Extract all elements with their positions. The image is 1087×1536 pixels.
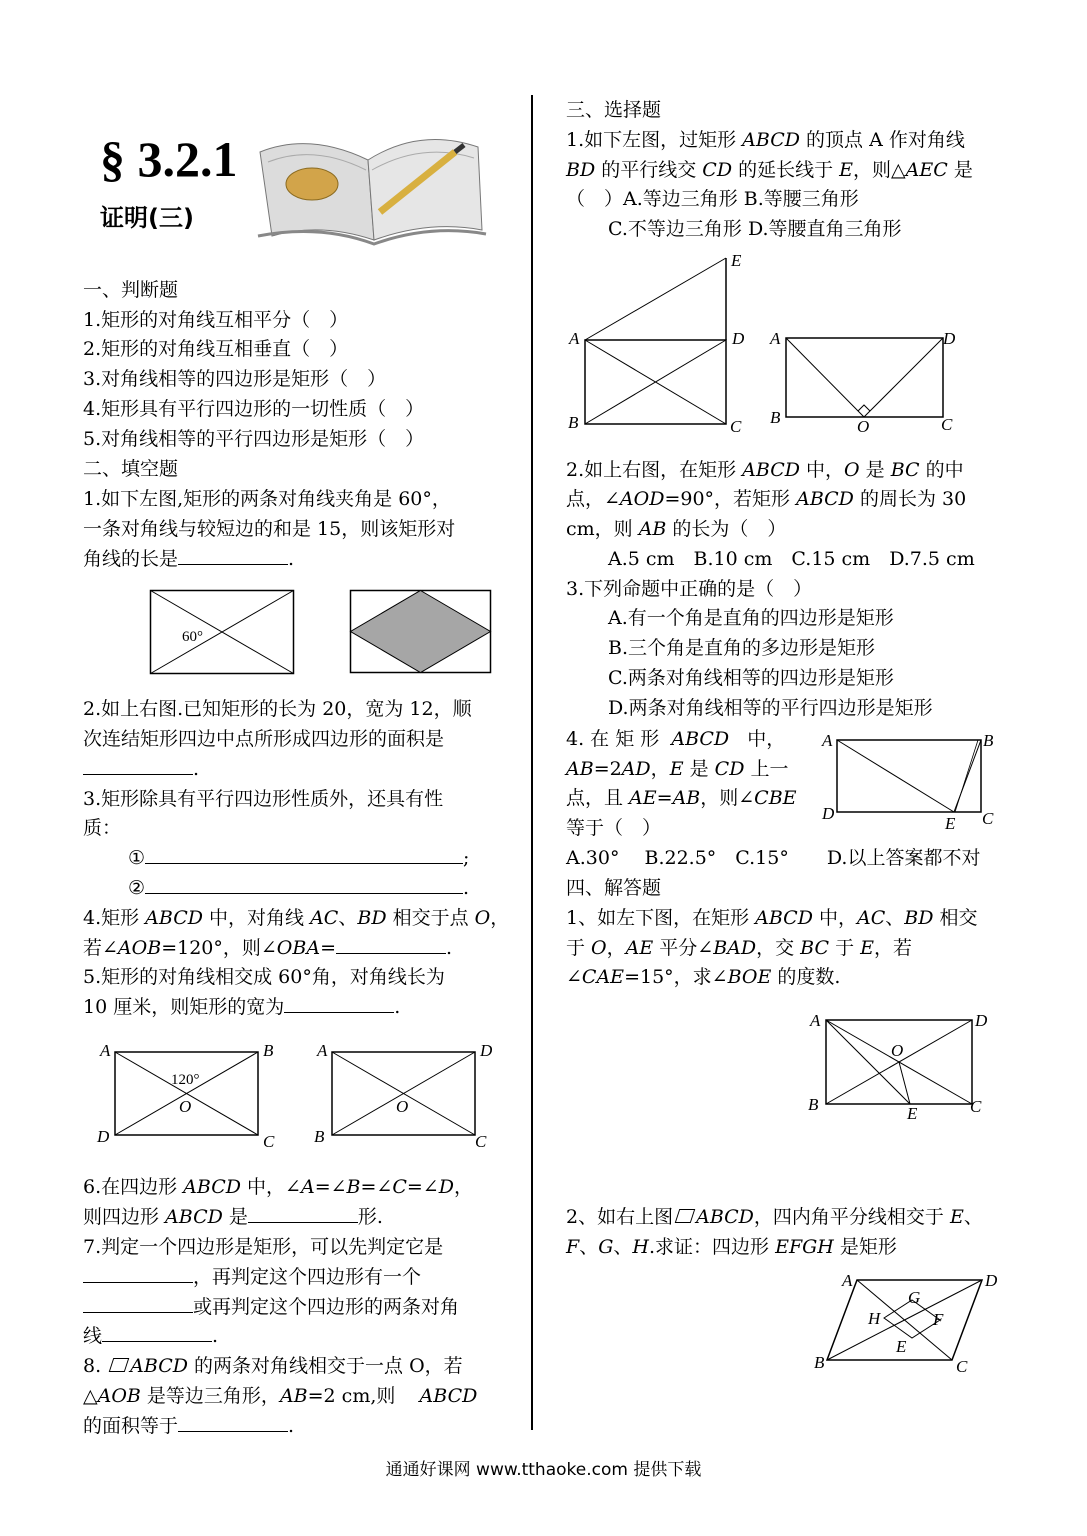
svg-text:B: B: [263, 1041, 274, 1060]
svg-text:O: O: [891, 1041, 904, 1060]
svg-text:A: A: [569, 329, 580, 348]
choice-q4-options: A.30° B.22.5° C.15° D.以上答案都不对: [566, 847, 981, 869]
svg-text:B: B: [814, 1353, 825, 1372]
fill-q2-line3: .: [83, 754, 199, 784]
figure-choice-4: [818, 728, 1003, 833]
section-subtitle: 证明(三): [100, 204, 194, 232]
figure-choice-1: [565, 248, 755, 438]
column-divider: [531, 95, 533, 1430]
fill-q7-line3: 或再判定这个四边形的两条对角: [83, 1292, 459, 1322]
figure-rect-o: [312, 1040, 502, 1155]
figure-rect-rhombus: [350, 590, 495, 675]
fill-q6-line2: 则四边形 ABCD 是 形.: [83, 1206, 383, 1228]
svg-text:C: C: [730, 417, 742, 436]
parallelogram-icon: [109, 1358, 130, 1372]
svg-text:C: C: [263, 1132, 275, 1151]
figure-rect-60: [150, 590, 295, 675]
choice-q4-line1: 4. 在 矩 形 ABCD 中，: [566, 728, 786, 750]
svg-text:A: A: [842, 1271, 853, 1290]
choice-q4-line3: 点，且 AE=AB，则∠CBE: [566, 787, 797, 809]
choice-q4-line4: 等于（ ）: [566, 817, 662, 839]
answer-q1-line1: 1、如左下图，在矩形 ABCD 中，AC、BD 相交: [566, 907, 978, 929]
figure-choice-2: [765, 328, 965, 438]
svg-text:B: B: [314, 1127, 325, 1146]
svg-text:D: D: [822, 804, 835, 823]
figure-answer-2: [812, 1270, 1007, 1380]
svg-text:D: D: [480, 1041, 493, 1060]
svg-text:C: C: [982, 809, 994, 828]
fill-q1-line3: 角线的长是 .: [83, 548, 295, 570]
fill-q2-line1: 2.如上右图.已知矩形的长为 20，宽为 12，顺: [83, 698, 472, 720]
svg-text:G: G: [908, 1288, 921, 1307]
answer-q1-line2: 于 O，AE 平分∠BAD，交 BC 于 E，若: [566, 937, 913, 959]
svg-text:C: C: [956, 1357, 968, 1376]
angle-label-60: 60°: [182, 629, 203, 645]
fill-q3-line2: 质：: [83, 817, 122, 839]
choice-q3-option-b: B.三个角是直角的多边形是矩形: [608, 637, 876, 659]
choice-q1-line3: （ ）A.等边三角形 B.等腰三角形: [566, 188, 859, 210]
svg-text:F: F: [933, 1310, 944, 1329]
fill-q3-line1: 3.矩形除具有平行四边形性质外，还具有性: [83, 788, 444, 810]
svg-text:D: D: [985, 1271, 998, 1290]
section-number: § 3.2.1: [100, 131, 238, 187]
svg-text:H: H: [868, 1309, 881, 1328]
fill-q7-line1: 7.判定一个四边形是矩形，可以先判定它是: [83, 1236, 444, 1258]
choice-q3-option-c: C.两条对角线相等的四边形是矩形: [608, 667, 894, 689]
svg-text:D: D: [943, 329, 956, 348]
judge-item-2: 2.矩形的对角线互相垂直（ ）: [83, 338, 349, 360]
choice-q2-line2: 点，∠AOD=90°，若矩形 ABCD 的周长为 30: [566, 488, 967, 510]
fill-q7-line4: 线 .: [83, 1325, 219, 1347]
section-2-title: 二、填空题: [83, 458, 179, 480]
svg-text:A: A: [100, 1041, 111, 1060]
fill-q1-line2: 一条对角线与较短边的和是 15，则该矩形对: [83, 518, 456, 540]
choice-q2-line1: 2.如上右图，在矩形 ABCD 中，O 是 BC 的中: [566, 459, 964, 481]
choice-q2-line3: cm，则 AB 的长为（ ）: [566, 518, 787, 540]
fill-q3-property-2: ② .: [128, 877, 470, 899]
fill-q8-line3: 的面积等于 .: [83, 1415, 295, 1437]
svg-text:E: E: [907, 1104, 918, 1123]
fill-q6-line1: 6.在四边形 ABCD 中，∠A=∠B=∠C=∠D，: [83, 1176, 473, 1198]
footer-source: 通通好课网 www.tthaoke.com 提供下载: [385, 1460, 702, 1480]
fill-q4-line2: 若∠AOB=120°，则∠OBA= .: [83, 937, 453, 959]
choice-q1-line2: BD 的平行线交 CD 的延长线于 E，则△AEC 是: [566, 159, 973, 181]
fill-q8-line2: △AOB 是等边三角形，AB=2 cm,则 ABCD: [83, 1385, 478, 1407]
svg-text:120°: 120°: [171, 1072, 200, 1088]
svg-text:A: A: [810, 1011, 821, 1030]
figure-rect-120: [95, 1040, 285, 1155]
svg-text:E: E: [945, 814, 956, 833]
section-4-title: 四、解答题: [566, 877, 662, 899]
choice-q3-option-d: D.两条对角线相等的平行四边形是矩形: [608, 697, 933, 719]
svg-text:B: B: [568, 413, 579, 432]
section-1-title: 一、判断题: [83, 279, 179, 301]
svg-text:O: O: [857, 417, 870, 436]
svg-text:A: A: [822, 731, 833, 750]
judge-item-4: 4.矩形具有平行四边形的一切性质（ ）: [83, 398, 425, 420]
svg-text:C: C: [970, 1097, 982, 1116]
open-book-icon: [250, 112, 490, 247]
fill-q3-property-1: ① ;: [128, 847, 470, 869]
fill-q7-line2: ，再判定这个四边形有一个: [83, 1262, 421, 1292]
svg-text:O: O: [396, 1097, 409, 1116]
parallelogram-icon: [675, 1209, 696, 1223]
figure-answer-1: [805, 1008, 995, 1126]
judge-item-5: 5.对角线相等的平行四边形是矩形（ ）: [83, 428, 425, 450]
answer-q2-line2: F、G、H.求证：四边形 EFGH 是矩形: [566, 1236, 897, 1258]
choice-q3-option-a: A.有一个角是直角的四边形是矩形: [608, 607, 894, 629]
svg-text:E: E: [731, 251, 742, 270]
fill-q2-line2: 次连结矩形四边中点所形成四边形的面积是: [83, 728, 445, 750]
svg-text:D: D: [97, 1127, 110, 1146]
choice-q1-line4: C.不等边三角形 D.等腰直角三角形: [608, 218, 902, 240]
svg-text:B: B: [808, 1095, 819, 1114]
section-3-title: 三、选择题: [566, 99, 662, 121]
fill-q5-line1: 5.矩形的对角线相交成 60°角，对角线长为: [83, 966, 445, 988]
svg-text:A: A: [317, 1041, 328, 1060]
svg-text:B: B: [770, 408, 781, 427]
choice-q3-stem: 3.下列命题中正确的是（ ）: [566, 578, 813, 600]
fill-q5-line2: 10 厘米，则矩形的宽为 .: [83, 996, 401, 1018]
svg-text:E: E: [896, 1337, 907, 1356]
judge-item-1: 1.矩形的对角线互相平分（ ）: [83, 309, 349, 331]
judge-item-3: 3.对角线相等的四边形是矩形（ ）: [83, 368, 387, 390]
choice-q2-options: A.5 cm B.10 cm C.15 cm D.7.5 cm: [608, 548, 975, 570]
fill-q1-line1: 1.如下左图,矩形的两条对角线夹角是 60°，: [83, 488, 451, 510]
svg-text:D: D: [975, 1011, 988, 1030]
svg-text:O: O: [179, 1097, 192, 1116]
svg-text:D: D: [732, 329, 745, 348]
answer-q2-line1: 2、如右上图 ABCD，四内角平分线相交于 E、: [566, 1206, 983, 1228]
svg-text:C: C: [475, 1132, 487, 1151]
fill-q4-line1: 4.矩形 ABCD 中，对角线 AC、BD 相交于点 O，: [83, 907, 510, 929]
fill-q8-line1: 8. ABCD 的两条对角线相交于一点 O，若: [83, 1355, 463, 1377]
svg-text:C: C: [941, 415, 953, 434]
svg-text:A: A: [770, 329, 781, 348]
svg-text:B: B: [983, 731, 994, 750]
choice-q1-line1: 1.如下左图，过矩形 ABCD 的顶点 A 作对角线: [566, 129, 965, 151]
choice-q4-line2: AB=2AD，E 是 CD 上一: [566, 758, 789, 780]
answer-q1-line3: ∠CAE=15°，求∠BOE 的度数.: [566, 966, 841, 988]
